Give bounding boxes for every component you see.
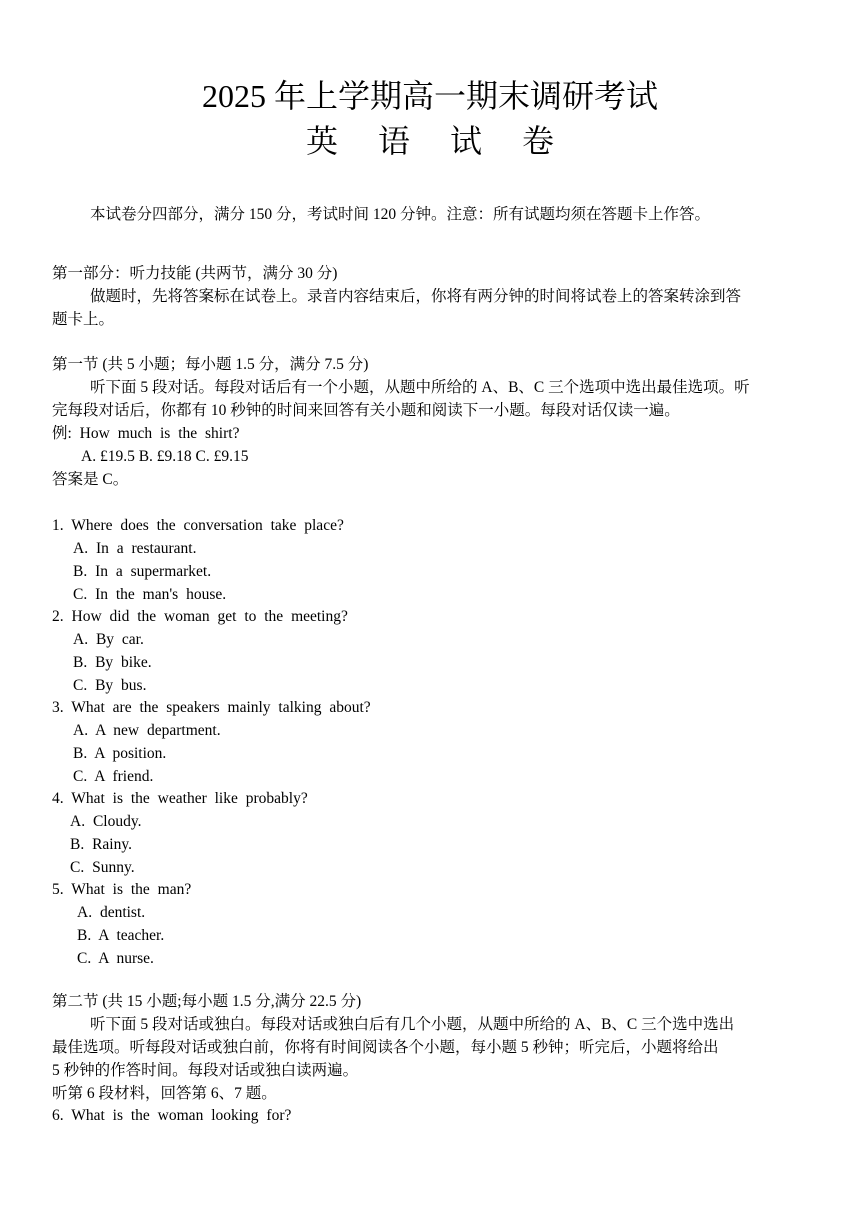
question-stem: 3. What are the speakers mainly talking about? (52, 699, 371, 716)
section2-instruction-line: 最佳选项。听每段对话或独白前，你将有时间阅读各个小题，每小题 5 秒钟；听完后，小题将给出 (52, 1039, 719, 1056)
question-option: A. dentist. (77, 904, 146, 921)
exam-subject: 英 语 试 卷 (305, 123, 570, 159)
question-option: A. A new department. (73, 722, 221, 739)
section2-heading: 第二节 (共 15 小题;每小题 1.5 分,满分 22.5 分) (52, 993, 362, 1010)
question-option: A. Cloudy. (70, 813, 142, 830)
question-option: C. A nurse. (77, 950, 154, 967)
example-answer: 答案是 C。 (52, 471, 129, 488)
question-stem: 4. What is the weather like probably? (52, 790, 308, 807)
part1-heading: 第一部分：听力技能 (共两节，满分 30 分) (52, 265, 338, 282)
exam-notice: 本试卷分四部分，满分 150 分，考试时间 120 分钟。注意：所有试题均须在答题卡上作答。 (90, 206, 711, 223)
section1-heading: 第一节 (共 5 小题；每小题 1.5 分，满分 7.5 分) (52, 356, 369, 373)
question-option: A. By car. (73, 631, 144, 648)
question-option: A. In a restaurant. (73, 540, 197, 557)
part1-instruction-line: 做题时，先将答案标在试卷上。录音内容结束后，你将有两分钟的时间将试卷上的答案转涂到答 (90, 288, 742, 305)
question-option: C. A friend. (73, 768, 154, 785)
question-stem: 5. What is the man? (52, 881, 192, 898)
section1-instruction-line: 完每段对话后，你都有 10 秒钟的时间来回答有关小题和阅读下一小题。每段对话仅读一遍。 (52, 402, 680, 419)
question-option: C. Sunny. (70, 859, 135, 876)
question-option: C. By bus. (73, 677, 147, 694)
question-option: B. Rainy. (70, 836, 132, 853)
material-note: 听第 6 段材料，回答第 6、7 题。 (52, 1085, 277, 1102)
exam-title: 2025 年上学期高一期末调研考试 (201, 78, 658, 114)
question-option: B. A position. (73, 745, 167, 762)
question-option: C. In the man's house. (73, 586, 227, 603)
question-option: B. In a supermarket. (73, 563, 212, 580)
question-stem: 6. What is the woman looking for? (52, 1107, 292, 1124)
question-option: B. A teacher. (77, 927, 165, 944)
example-options: A. £19.5 B. £9.18 C. £9.15 (81, 448, 249, 465)
section1-instruction-line: 听下面 5 段对话。每段对话后有一个小题，从题中所给的 A、B、C 三个选项中选出最佳选项。听 (90, 379, 750, 396)
section2-instruction-line: 听下面 5 段对话或独白。每段对话或独白后有几个小题，从题中所给的 A、B、C 三个选中选出 (90, 1016, 735, 1033)
question-option: B. By bike. (73, 654, 152, 671)
section2-instruction-line: 5 秒钟的作答时间。每段对话或独白读两遍。 (52, 1062, 359, 1079)
question-stem: 2. How did the woman get to the meeting? (52, 608, 348, 625)
question-stem: 1. Where does the conversation take place? (52, 517, 344, 534)
part1-instruction-line: 题卡上。 (52, 311, 115, 328)
example-question: 例: How much is the shirt? (52, 425, 240, 442)
